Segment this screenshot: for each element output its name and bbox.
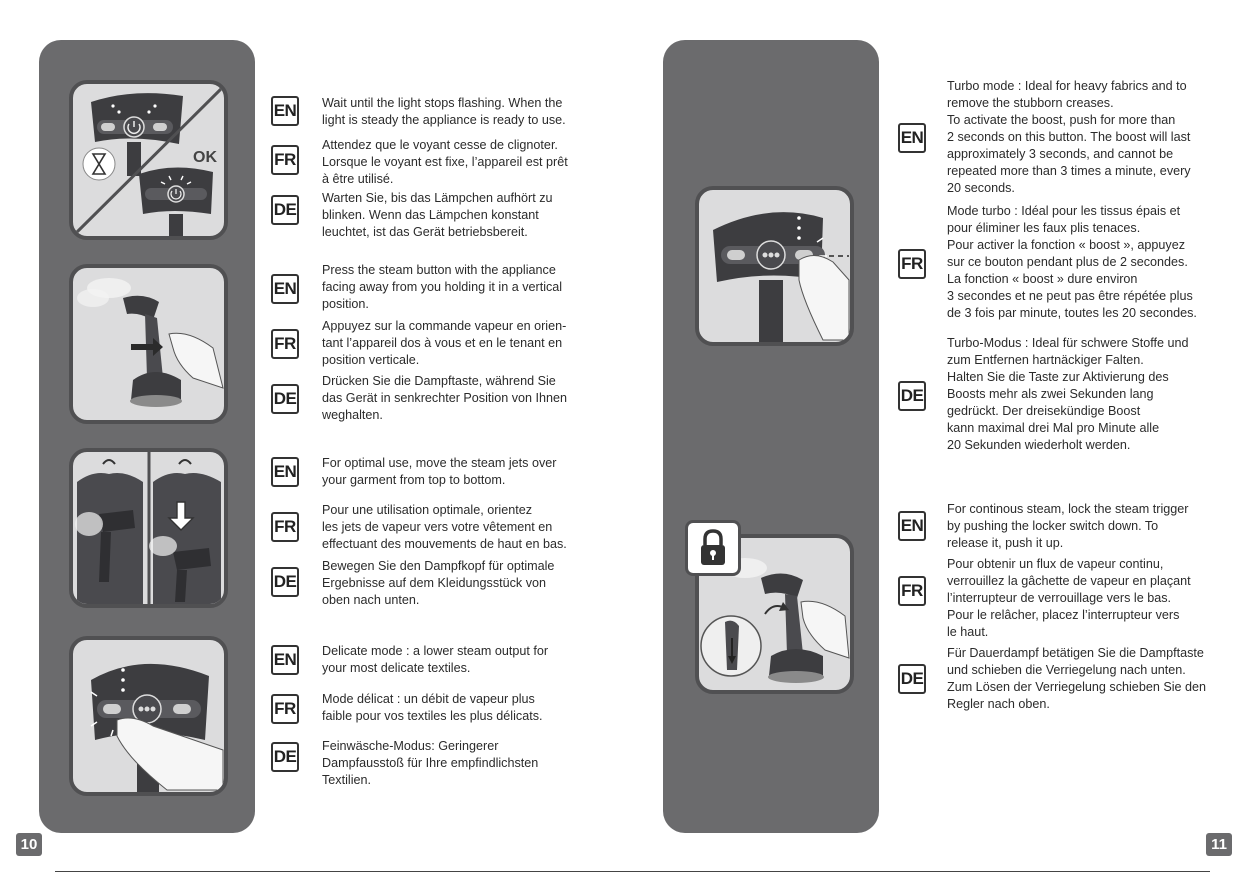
step4-fr-text: Mode délicat : un débit de vapeur plus faible pour vos textiles les plus délicats. xyxy=(322,692,543,723)
step2-de-badge: DE xyxy=(271,384,299,414)
step1-de-text: Warten Sie, bis das Lämpchen aufhört zu blinken. Wenn das Lämpchen konstant leuchtet, ist das Gerät betriebsbereit. xyxy=(322,191,553,239)
step4-de-text: Feinwäsche-Modus: Geringerer Dampfausstoß für Ihre empfindlichsten Textilien. xyxy=(322,739,539,787)
step1-en-badge: EN xyxy=(271,96,299,126)
step2-fr-badge: FR xyxy=(271,329,299,359)
step5-fr-text: Mode turbo : Idéal pour les tissus épais et pour éliminer les faux plis tenaces. Pour activer la fonction « boost », appuyez sur ce bouton pendant plus de 2 secondes. La fonction « boost » dure environ 3 secondes et ne peut pas être répétée plus de 3 fois par minute, toutes les 20 secondes. xyxy=(947,204,1197,320)
step1-en-text: Wait until the light stops flashing. When the light is steady the appliance is ready to use. xyxy=(322,96,566,127)
step5-illustration xyxy=(695,186,854,346)
step2-fr-text: Appuyez sur la commande vapeur en orien- tant l’appareil dos à vous et en le tenant en position verticale. xyxy=(322,319,567,367)
step2-en-badge: EN xyxy=(271,274,299,304)
footer-rule xyxy=(55,871,1210,872)
step3-de-badge: DE xyxy=(271,567,299,597)
step3-en-badge: EN xyxy=(271,457,299,487)
step4-en-text: Delicate mode : a lower steam output for your most delicate textiles. xyxy=(322,644,549,675)
step1-fr-badge: FR xyxy=(271,145,299,175)
step1-illustration xyxy=(69,80,228,240)
step4-en-badge: EN xyxy=(271,645,299,675)
step5-en-badge: EN xyxy=(898,123,926,153)
step2-de-text: Drücken Sie die Dampftaste, während Sie das Gerät in senkrechter Position von Ihnen weghalten. xyxy=(322,374,568,422)
padlock-badge xyxy=(685,520,741,576)
page-number-right: 11 xyxy=(1206,833,1232,856)
step6-fr-badge: FR xyxy=(898,576,926,606)
step3-illustration xyxy=(69,448,228,608)
step1-fr-text: Attendez que le voyant cesse de clignoter. Lorsque le voyant est fixe, l’appareil est prêt à être utilisé. xyxy=(322,138,568,186)
step4-de-badge: DE xyxy=(271,742,299,772)
step6-de-text: Für Dauerdampf betätigen Sie die Dampftaste und schieben die Verriegelung nach unten. Zum Lösen der Verriegelung schieben Sie den Regler nach oben. xyxy=(947,646,1207,711)
step4-fr-badge: FR xyxy=(271,694,299,724)
right-page-sidebar xyxy=(663,40,879,833)
step5-de-badge: DE xyxy=(898,381,926,411)
step3-fr-badge: FR xyxy=(271,512,299,542)
step6-en-badge: EN xyxy=(898,511,926,541)
step1-de-badge: DE xyxy=(271,195,299,225)
step3-fr-text: Pour une utilisation optimale, orientez les jets de vapeur vers votre vêtement en effectuant des mouvements de haut en bas. xyxy=(322,503,567,551)
step5-fr-badge: FR xyxy=(898,249,926,279)
step3-de-text: Bewegen Sie den Dampfkopf für optimale Ergebnisse auf dem Kleidungsstück von oben nach unten. xyxy=(322,559,555,607)
step4-illustration xyxy=(69,636,228,796)
step6-en-text: For continous steam, lock the steam trigger by pushing the locker switch down. To release it, push it up. xyxy=(947,502,1189,550)
step6-fr-text: Pour obtenir un flux de vapeur continu, verrouillez la gâchette de vapeur en plaçant l’interrupteur de verrouillage vers le bas. Pour le relâcher, placez l’interrupteur vers le haut. xyxy=(947,557,1191,639)
step5-de-text: Turbo-Modus : Ideal für schwere Stoffe und zum Entfernen hartnäckiger Falten. Halten Sie die Taste zur Aktivierung des Boosts mehr als zwei Sekunden lang gedrückt. Der dreisekündige Boost kann maximal drei Mal pro Minute alle 20 Sekunden wiederholt werden. xyxy=(947,336,1189,452)
step6-de-badge: DE xyxy=(898,664,926,694)
step5-en-text: Turbo mode : Ideal for heavy fabrics and to remove the stubborn creases. To activate the boost, push for more than 2 seconds on this button. The boost will last approximately 3 seconds, and cannot be repeated more than 3 times a minute, every 20 seconds. xyxy=(947,79,1191,195)
ok-label: OK xyxy=(193,149,217,166)
step3-en-text: For optimal use, move the steam jets over your garment from top to bottom. xyxy=(322,456,557,487)
step2-en-text: Press the steam button with the appliance facing away from you holding it in a vertical position. xyxy=(322,263,563,311)
step2-illustration xyxy=(69,264,228,424)
padlock-icon xyxy=(688,523,738,573)
page-number-left: 10 xyxy=(16,833,42,856)
